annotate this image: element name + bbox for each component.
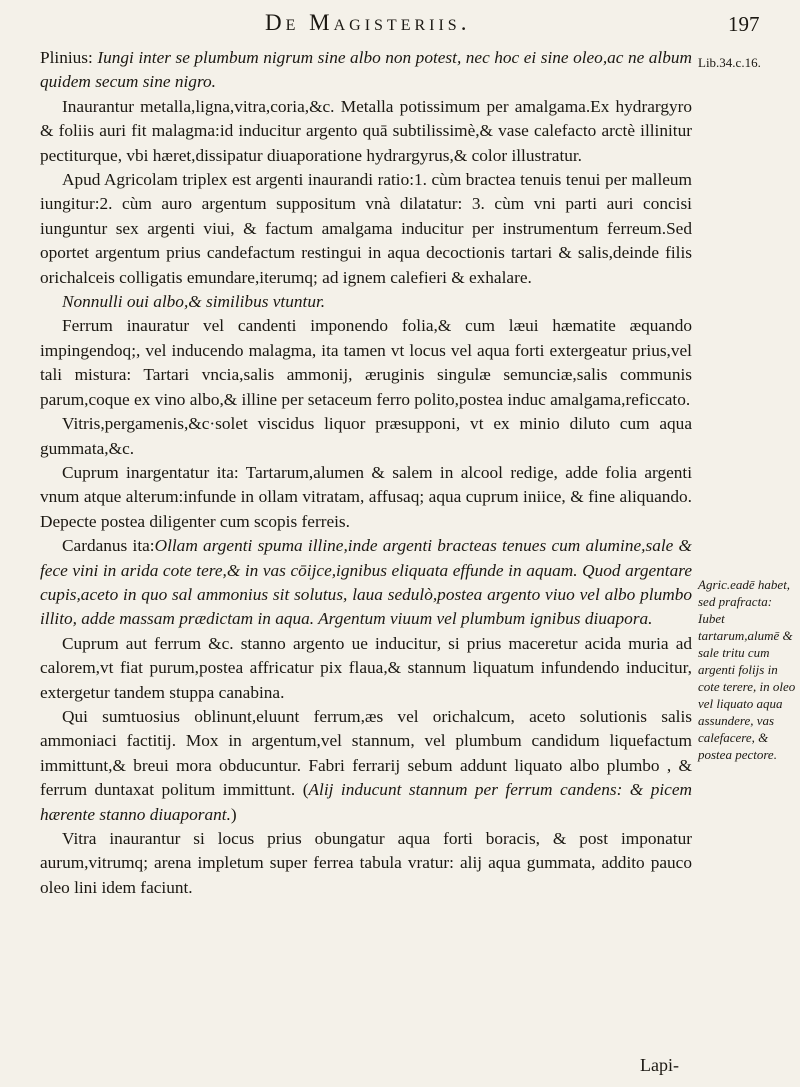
- text-run: Cuprum inargentatur ita: Tartarum,alumen & salem in alcool redige, adde folia argenti vnum atque alterum:infunde in ollam vitratam, affusaq; aqua cuprum iniice, & fine aliquando. Depecte postea diligenter cum scopis ferreis.: [40, 462, 692, 531]
- text-run: Cardanus ita:: [62, 536, 155, 556]
- paragraph: [40, 827, 692, 900]
- text-run: Apud Agricolam triplex est argenti inaurandi ratio:1. cùm bractea tenuis tenui per malleum iungitur:2. cùm auro argentum suppositum vnà dilatatur: 3. cùm vni parti auri concisi iunguntur sex argenti viui, & factum amalgama inducitur per instrumentum ferreum.Sed oportet argentum prius candefactum restingui in aqua decoctionis tartari & salis,deinde filis orichalceis colligatis emundare,iterumq; ad ignem calefieri & exhalare.: [40, 170, 692, 287]
- paragraph: [40, 632, 692, 705]
- text-run: Plinius:: [40, 48, 98, 67]
- running-head: De Magisteriis.: [265, 10, 471, 35]
- paragraph: [40, 168, 692, 290]
- paragraph: [40, 412, 692, 461]
- italic-text: Iungi inter se plumbum nigrum sine albo non potest, nec hoc ei sine oleo,ac ne album quidem secum sine nigro.: [40, 48, 692, 92]
- text-run: Inaurantur metalla,ligna,vitra,coria,&c. Metalla potissimum per amalgama.Ex hydrargyro & foliis auri fit malagma:id inducitur argento quā subtilissimè,& vase calefacto arctè illinitur pectiturque, vbi hæret,dissipatur diuaporatione hydrargyrus,& color illustratur.: [40, 96, 692, 165]
- text-run: ): [230, 804, 237, 824]
- page-header: [0, 6, 800, 42]
- paragraph: [40, 534, 692, 632]
- text-run: Ferrum inauratur vel candenti imponendo folia,& cum læui hæmatite æquando impingendoq;, vel inducendo malagma, ita tamen vt locus vel aqua forti extergeatur prius,vel tali mistura: Tartari vncia,salis ammonij, æruginis singulæ semunciæ,salis communis parum,coque ex vino albo,& illine per setaceum ferro polito,postea induc amalgama,reficcato.: [40, 316, 692, 409]
- margin-reference: Lib.34.c.16.: [698, 55, 761, 70]
- text-run: Vitris,pergamenis,&c·solet viscidus liquor præsupponi, vt ex minio diluto cum aqua gummata,&c.: [40, 414, 692, 458]
- paragraph: [40, 46, 692, 95]
- paragraph: [40, 705, 692, 827]
- margin-gloss: Agric.eadē habet, sed prafracta: Iubet tartarum,alumē & sale tritu cum argenti folijs in cote terere, in oleo vel liquato aqua assundere, vas calefacere, & postea pectore.: [698, 577, 796, 762]
- text-run: Cuprum aut ferrum &c. stanno argento ue inducitur, si prius maceretur acida muria ad calorem,vt fiat purum,postea affricatur pix flaua,& stannum liquatum infundendo inducitur, extergetur tandem stuppa canabina.: [40, 633, 692, 702]
- paragraph: [40, 290, 692, 314]
- italic-text: Nonnulli oui albo,& similibus vtuntur.: [62, 292, 326, 312]
- italic-text: Alij inducunt stannum per ferrum candens: & picem hærente stanno diuaporant.: [40, 780, 692, 824]
- text-run: Qui sumtuosius oblinunt,eluunt ferrum,æs vel orichalcum, aceto solutionis salis ammoniaci factitij. Mox in argentum,vel stannum, vel plumbum candidum liquefactum immittunt,& breui mora obducuntur. Fabri ferrarij sebum addunt liquato albo plumbo , & ferrum duntaxat politum immittunt. (: [40, 706, 692, 800]
- italic-text: Ollam argenti spuma illine,inde argenti bracteas tenues cum alumine,sale & fece vini in arida cote tere,& in vas cōijce,ignibus eliquata effunde in aquam. Quod argentare cupis,aceto in quo sal ammonius sit solutus, laua sedulò,postea argento viuo vel albo plumbo illito, adde massam prædictam in aqua. Argentum viuum vel plumbum ignibus diuapora.: [40, 536, 692, 629]
- main-text: [40, 46, 692, 900]
- paragraph: [40, 95, 692, 168]
- text-run: Vitra inaurantur si locus prius obungatur aqua forti boracis, & post imponatur aurum,vitrumq; arena impletum super ferrea tabula vratur: alij aqua gummata, addito pauco oleo lini idem faciunt.: [40, 829, 692, 897]
- catchword: Lapi-: [640, 1055, 679, 1075]
- paragraph: [40, 461, 692, 534]
- page-number: 197: [728, 12, 760, 36]
- paragraph: [40, 314, 692, 412]
